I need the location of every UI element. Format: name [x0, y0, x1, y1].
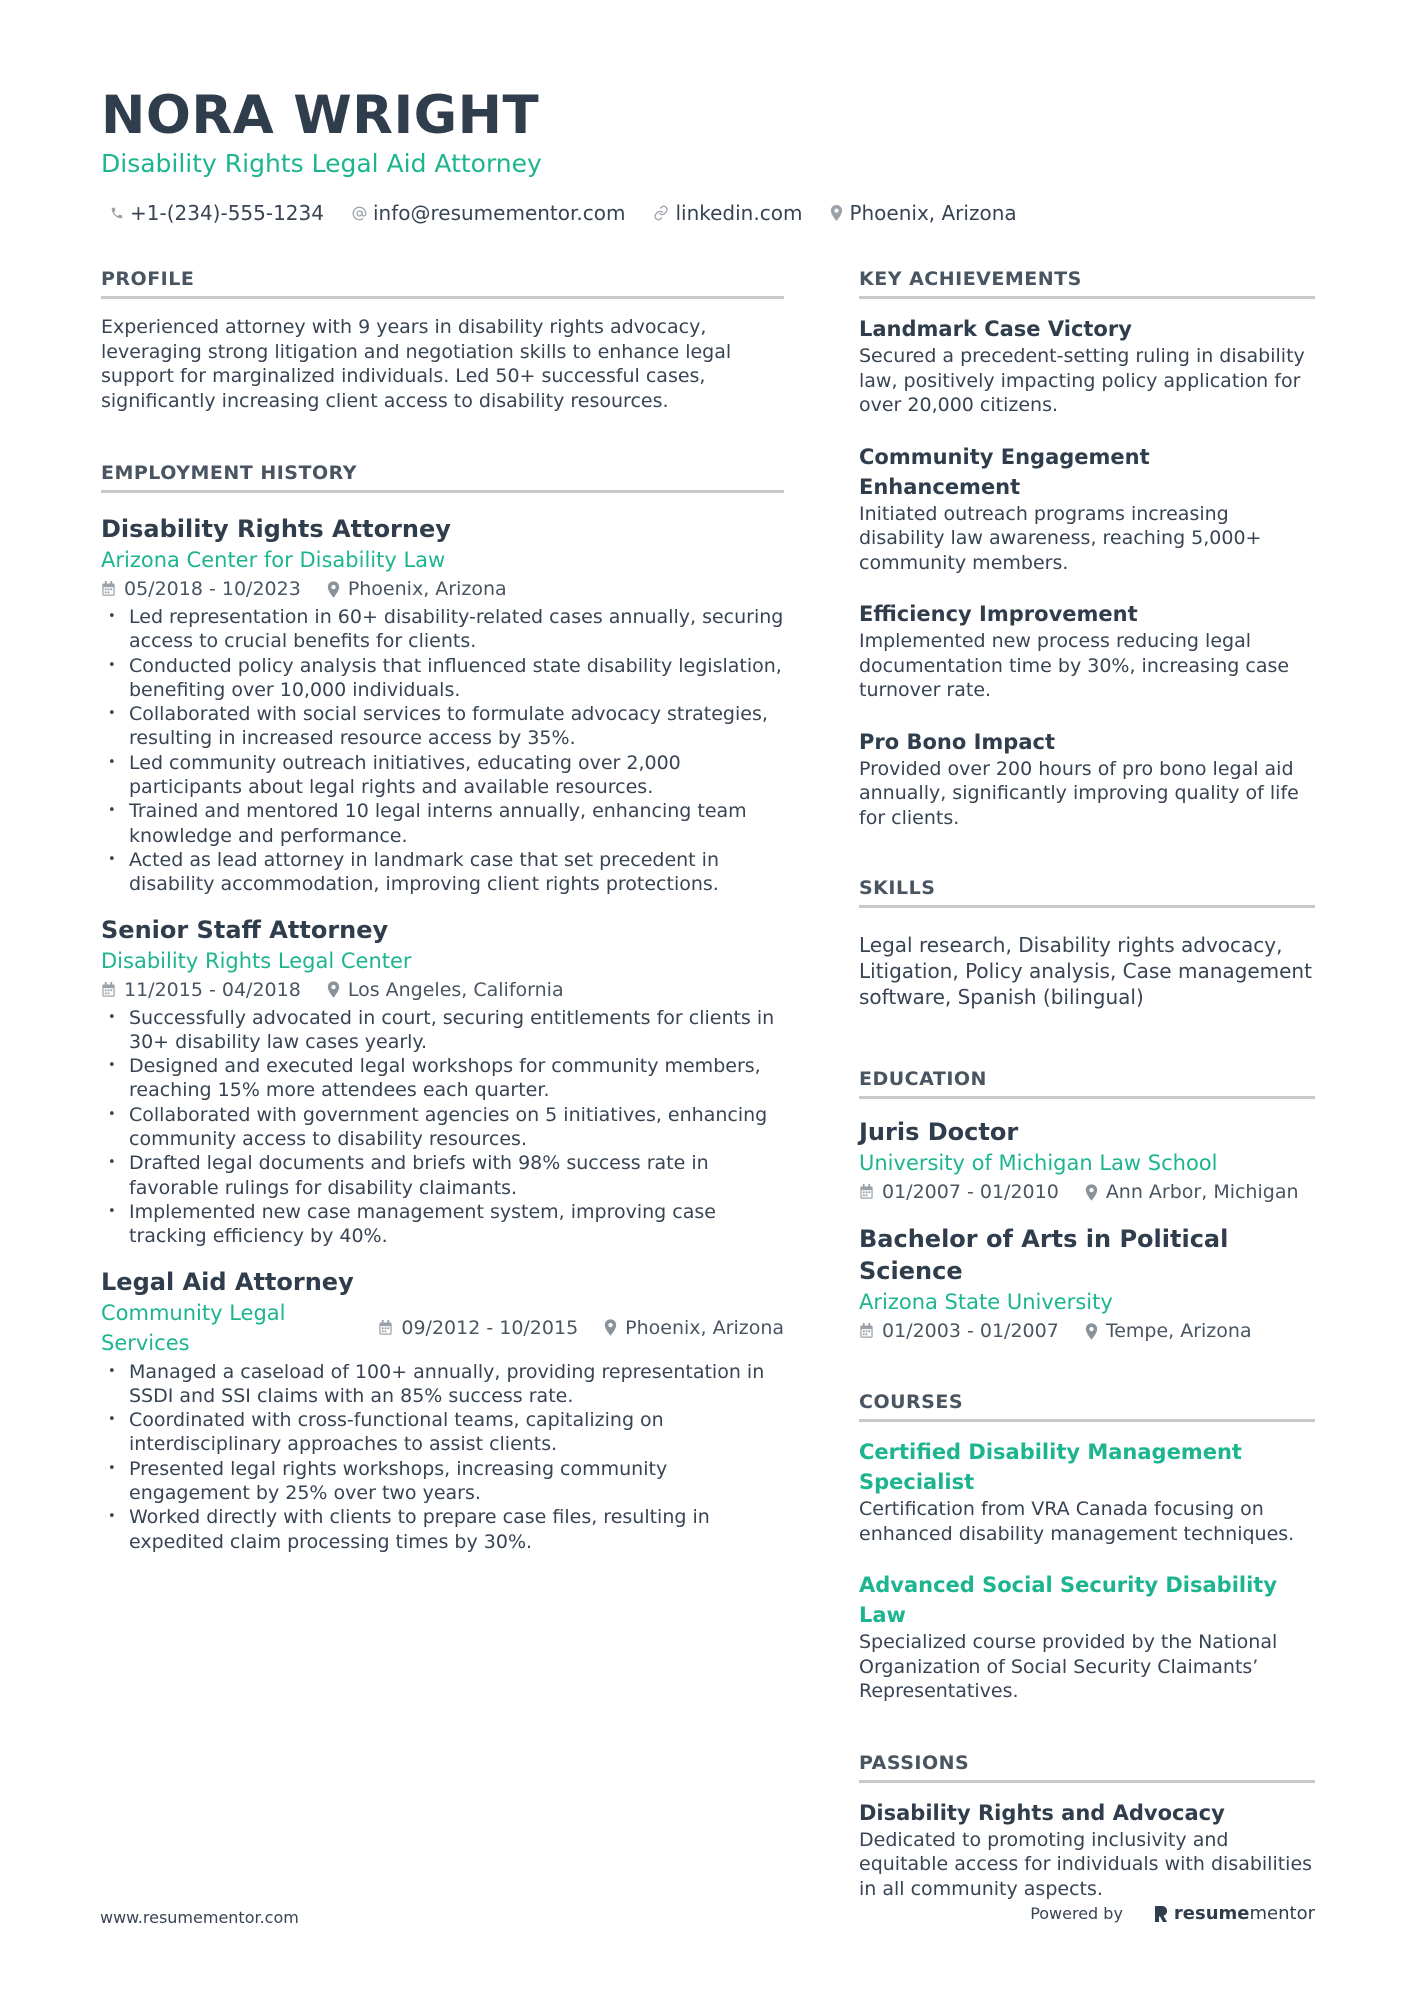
brand-bold: resume — [1173, 1903, 1250, 1924]
job-title: Senior Staff Attorney — [101, 915, 389, 944]
job-bullet: • Implemented new case management system, improving case tracking efficiency by 40%. — [101, 1200, 784, 1249]
job-company: Disability Rights Legal Center — [101, 948, 412, 973]
job-bullet: • Successfully advocated in court, securing entitlements for clients in 30+ disability law cases yearly. — [101, 1006, 784, 1055]
contact-email[interactable] — [352, 201, 625, 225]
education-degree: Juris Doctor — [859, 1118, 1019, 1146]
education-dates — [859, 1178, 1059, 1206]
achievements-heading: KEY ACHIEVEMENTS — [859, 266, 1315, 299]
job-dates-text: 11/2015 - 04/2018 — [124, 978, 301, 1001]
education-meta — [859, 1317, 1315, 1345]
achievement-text: Initiated outreach programs increasing disability law awareness, reaching 5,000+ community members. — [859, 502, 1262, 574]
phone-text: +1-(234)-555-1234 — [130, 201, 324, 225]
job-location-text: Phoenix, Arizona — [625, 1316, 784, 1339]
education-location-text: Ann Arbor, Michigan — [1105, 1181, 1299, 1203]
location-pin-icon — [327, 581, 340, 598]
candidate-role: Disability Rights Legal Aid Attorney — [101, 149, 542, 178]
job-bullet: • Worked directly with clients to prepare case files, resulting in expedited claim processing times by 30%. — [101, 1505, 784, 1554]
job-bullet: • Acted as lead attorney in landmark case that set precedent in disability accommodation, improving client rights protections. — [101, 848, 784, 897]
at-icon — [352, 206, 367, 221]
brand-logo[interactable] — [1153, 1903, 1315, 1924]
job-dates — [378, 1313, 578, 1343]
phone-icon — [110, 206, 124, 220]
job-bullet: • Presented legal rights workshops, increasing community engagement by 25% over two years. — [101, 1457, 784, 1506]
education-degree: Bachelor of Arts in Political Science — [859, 1225, 1229, 1285]
job-meta — [101, 976, 784, 1004]
location-pin-icon — [830, 205, 843, 221]
calendar-icon — [101, 581, 116, 597]
skills-heading: SKILLS — [859, 875, 1315, 908]
achievement-item — [859, 727, 1315, 831]
profile-summary: Experienced attorney with 9 years in disability rights advocacy, leveraging strong litigation and negotiation skills to enhance legal support for marginalized individuals. Led 50+ successful cases, significantly increasing client access to disability resources. — [101, 316, 732, 412]
education-heading: EDUCATION — [859, 1066, 1315, 1099]
education-item — [859, 1116, 1315, 1206]
job-bullet: • Managed a caseload of 100+ annually, providing representation in SSDI and SSI claims with an 85% success rate. — [101, 1360, 784, 1409]
achievement-text: Implemented new process reducing legal documentation time by 30%, increasing case turnover rate. — [859, 630, 1290, 701]
education-location — [1085, 1178, 1299, 1206]
job-meta — [101, 1298, 784, 1358]
achievement-title: Community Engagement Enhancement — [859, 444, 1150, 499]
left-column — [101, 266, 784, 1554]
job-dates — [101, 575, 301, 603]
education-dates — [859, 1317, 1059, 1345]
education-dates-text: 01/2003 - 01/2007 — [882, 1320, 1059, 1342]
job-entry — [101, 513, 784, 897]
job-title: Legal Aid Attorney — [101, 1267, 354, 1296]
contact-location — [830, 201, 1016, 225]
right-column — [859, 266, 1315, 1901]
location-text: Phoenix, Arizona — [849, 201, 1017, 225]
job-bullet: • Conducted policy analysis that influenced state disability legislation, benefiting over 10,000 individuals. — [101, 654, 784, 703]
passion-text: Dedicated to promoting inclusivity and equitable access for individuals with disabilities in all community aspects. — [859, 1828, 1313, 1900]
link-icon — [653, 205, 669, 221]
education-school: Arizona State University — [859, 1290, 1113, 1314]
profile-heading: PROFILE — [101, 266, 784, 299]
education-dates-text: 01/2007 - 01/2010 — [882, 1181, 1059, 1203]
job-bullet: • Trained and mentored 10 legal interns annually, enhancing team knowledge and performance. — [101, 799, 784, 848]
education-school: University of Michigan Law School — [859, 1151, 1218, 1175]
employment-heading: EMPLOYMENT HISTORY — [101, 460, 784, 493]
job-bullet: • Led representation in 60+ disability-related cases annually, securing access to crucial benefits for clients. — [101, 605, 784, 654]
course-title: Certified Disability Management Specialist — [859, 1440, 1242, 1494]
job-location-text: Los Angeles, California — [347, 978, 564, 1001]
linkedin-link[interactable]: linkedin.com — [675, 201, 803, 225]
contact-phone — [110, 201, 324, 225]
job-bullets — [101, 1006, 784, 1249]
footer-powered — [1030, 1903, 1315, 1924]
achievement-title: Landmark Case Victory — [859, 317, 1132, 341]
location-pin-icon — [1085, 1323, 1098, 1340]
course-text: Certification from VRA Canada focusing on enhanced disability management techniques. — [859, 1498, 1295, 1545]
passion-item — [859, 1798, 1315, 1902]
education-meta — [859, 1178, 1315, 1206]
job-bullet: • Designed and executed legal workshops for community members, reaching 15% more attendees each quarter. — [101, 1054, 784, 1103]
job-location-text: Phoenix, Arizona — [347, 578, 507, 600]
achievement-title: Pro Bono Impact — [859, 729, 1055, 754]
job-location — [327, 575, 507, 603]
achievement-item — [859, 599, 1315, 703]
footer-website[interactable]: www.resumementor.com — [100, 1908, 299, 1927]
job-bullet: • Led community outreach initiatives, educating over 2,000 participants about legal rights and available resources. — [101, 751, 784, 800]
job-bullets — [101, 1360, 784, 1554]
achievement-title: Efficiency Improvement — [859, 602, 1138, 626]
candidate-name: NORA WRIGHT — [101, 85, 540, 146]
location-pin-icon — [604, 1319, 617, 1336]
email-link[interactable]: info@resumementor.com — [372, 201, 626, 225]
resumementor-logo-icon — [1153, 1904, 1169, 1924]
contact-linkedin[interactable] — [653, 201, 802, 225]
calendar-icon — [859, 1184, 874, 1200]
courses-heading: COURSES — [859, 1389, 1315, 1422]
achievement-text: Provided over 200 hours of pro bono legal aid annually, significantly improving quality of life for clients. — [859, 757, 1299, 829]
job-location — [604, 1313, 784, 1343]
calendar-icon — [101, 982, 116, 998]
course-item — [859, 1437, 1315, 1546]
job-company: Arizona Center for Disability Law — [101, 548, 446, 572]
job-bullet: • Collaborated with social services to formulate advocacy strategies, resulting in increased resource access by 35%. — [101, 702, 784, 751]
job-entry — [101, 914, 784, 1249]
achievement-item — [859, 314, 1315, 418]
job-dates-text: 05/2018 - 10/2023 — [124, 578, 301, 600]
calendar-icon — [378, 1320, 393, 1336]
job-bullet: • Coordinated with cross-functional teams, capitalizing on interdisciplinary approaches to assist clients. — [101, 1408, 784, 1457]
achievement-item — [859, 442, 1315, 576]
job-bullet: • Collaborated with government agencies on 5 initiatives, enhancing community access to disability resources. — [101, 1103, 784, 1152]
education-location-text: Tempe, Arizona — [1105, 1320, 1252, 1342]
job-bullets — [101, 605, 784, 897]
course-title: Advanced Social Security Disability Law — [859, 1573, 1278, 1627]
education-item — [859, 1223, 1315, 1345]
powered-by-label: Powered by — [1030, 1904, 1123, 1923]
education-location — [1085, 1317, 1252, 1345]
job-location — [327, 976, 564, 1004]
skills-text: Legal research, Disability rights advocacy, Litigation, Policy analysis, Case management software, Spanish (bilingual) — [859, 933, 1312, 1009]
location-pin-icon — [1085, 1184, 1098, 1201]
job-meta — [101, 575, 784, 603]
job-bullet: • Drafted legal documents and briefs with 98% success rate in favorable rulings for disability claimants. — [101, 1151, 784, 1200]
job-company: Community Legal Services — [101, 1300, 286, 1355]
location-pin-icon — [327, 981, 340, 998]
calendar-icon — [859, 1323, 874, 1339]
job-dates-text: 09/2012 - 10/2015 — [401, 1316, 579, 1339]
course-item — [859, 1570, 1315, 1704]
course-text: Specialized course provided by the National Organization of Social Security Claimants’ Representatives. — [859, 1631, 1278, 1702]
brand-light: mentor — [1249, 1903, 1315, 1924]
job-dates — [101, 976, 301, 1004]
job-title: Disability Rights Attorney — [101, 515, 451, 543]
passions-heading: PASSIONS — [859, 1750, 1315, 1783]
passion-title: Disability Rights and Advocacy — [859, 1800, 1225, 1825]
contact-bar — [110, 198, 1045, 228]
achievement-text: Secured a precedent-setting ruling in disability law, positively impacting policy application for over 20,000 citizens. — [859, 345, 1305, 416]
job-entry — [101, 1266, 784, 1554]
